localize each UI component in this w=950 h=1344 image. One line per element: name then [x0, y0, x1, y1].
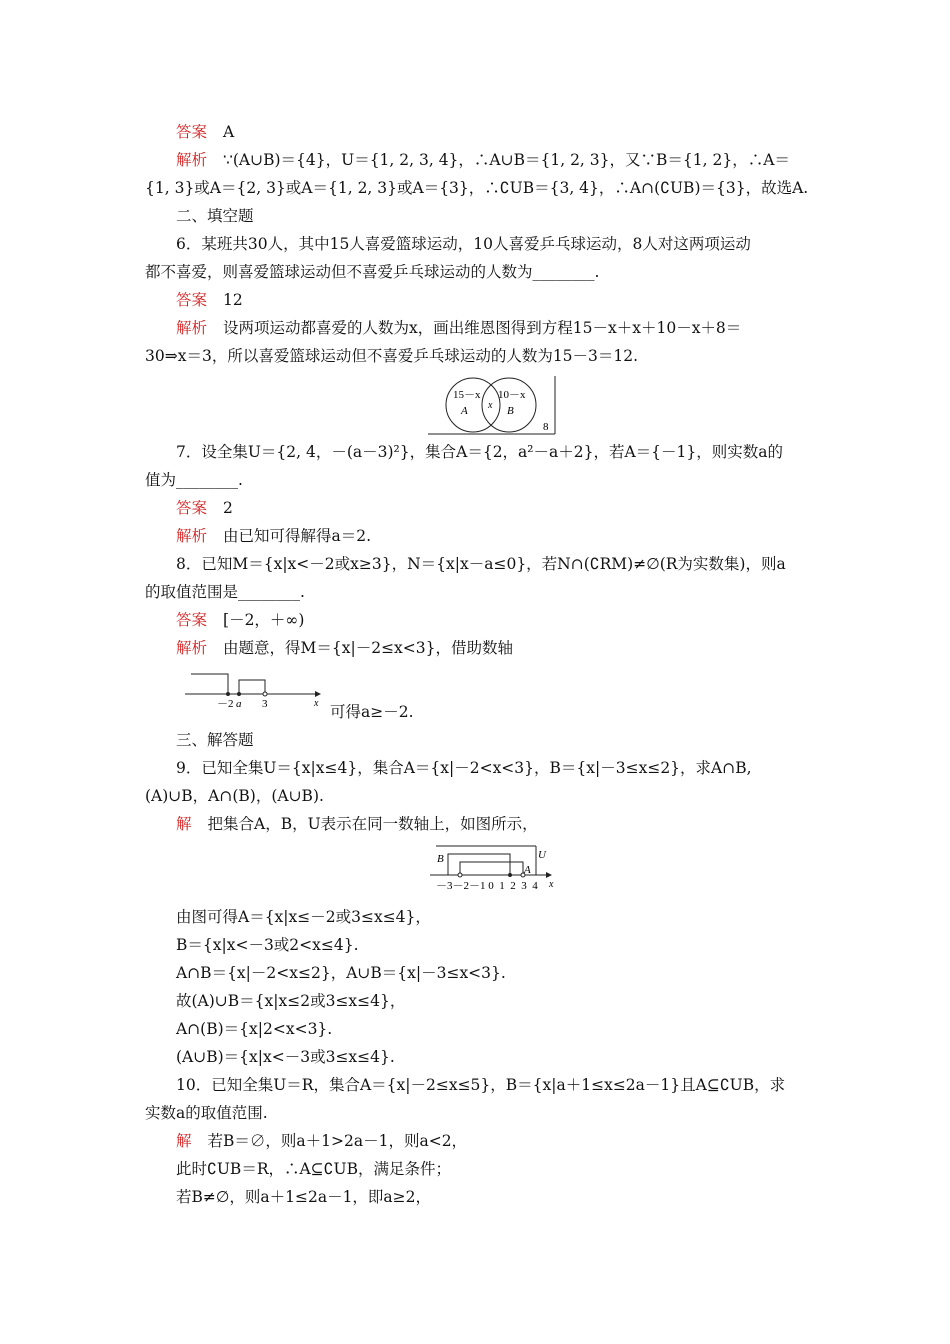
set-b-label: B — [437, 853, 444, 865]
question-10: 10．已知全集U＝R，集合A＝{x|－2≤x≤5}，B＝{x|a＋1≤x≤2a－1}且A⊆∁UB，求 — [176, 1076, 786, 1094]
text-line: 故(A)∪B＝{x|x≤2或3≤x≤4}， — [176, 992, 406, 1010]
text-line: 的取值范围是________. — [145, 583, 305, 601]
text-line: 可得a≥－2. — [330, 703, 414, 721]
tick-label: 3 — [262, 698, 268, 710]
text-line: 答案 [－2，＋∞) — [176, 611, 305, 629]
text-line: A∩B＝{x|－2<x≤2}，A∪B＝{x|－3≤x<3}. — [176, 964, 506, 982]
text-line: 实数a的取值范围. — [145, 1104, 268, 1122]
text-line: 解析 ∵(A∪B)＝{4}，U＝{1, 2, 3, 4}，∴A∪B＝{1, 2, 3}，又∵B＝{1, 2}，∴A＝ — [176, 151, 790, 169]
question-7: 7．设全集U＝{2, 4，－(a－3)²}，集合A＝{2，a²－a＋2}，若A＝{－1}，则实数a的 — [176, 443, 783, 461]
text-line: {1, 3}或A＝{2, 3}或A＝{1, 2, 3}或A＝{3}，∴∁UB＝{3, 4}，∴A∩(∁UB)＝{3}，故选A. — [145, 179, 809, 197]
text-line: 都不喜爱，则喜爱篮球运动但不喜爱乒乓球运动的人数为________. — [145, 263, 600, 281]
text-line: 30⇒x＝3，所以喜爱篮球运动但不喜爱乒乓球运动的人数为15－3＝12. — [145, 347, 639, 365]
text-line: (A)∪B，A∩(B)，(A∪B). — [145, 787, 324, 805]
answer-label: 答案 — [176, 611, 208, 629]
text-line: 此时∁UB＝R，∴A⊆∁UB，满足条件； — [176, 1160, 451, 1178]
text-line: B＝{x|x<－3或2<x≤4}. — [176, 936, 359, 954]
tick-labels: －3－2－1 0 1 2 3 4 — [436, 880, 538, 892]
number-line-2 — [428, 842, 563, 894]
answer-label: 答案 — [176, 291, 208, 309]
text-line: (A∪B)＝{x|x<－3或3≤x≤4}. — [176, 1048, 395, 1066]
text-line: 解析 由题意，得M＝{x|－2≤x<3}，借助数轴 — [176, 639, 514, 657]
venn-middle-label: x — [488, 400, 493, 411]
solution-label: 解 — [176, 815, 192, 833]
text-line: A∩(B)＝{x|2<x<3}. — [176, 1020, 333, 1038]
axis-variable: x — [314, 698, 319, 709]
tick-label: a — [236, 698, 242, 710]
venn-diagram — [425, 374, 560, 438]
text-line: 解析 由已知可得解得a＝2. — [176, 527, 372, 545]
question-9: 9．已知全集U＝{x|x≤4}，集合A＝{x|－2<x<3}，B＝{x|－3≤x≤2}，求A∩B, — [176, 759, 752, 777]
section-heading: 三、解答题 — [176, 731, 254, 749]
text-line: 解析 设两项运动都喜爱的人数为x，画出维恩图得到方程15－x＋x＋10－x＋8＝ — [176, 319, 742, 337]
text-line: 由图可得A＝{x|x≤－2或3≤x≤4}， — [176, 908, 431, 926]
venn-outside-label: 8 — [543, 421, 549, 433]
text-line: 解 把集合A，B，U表示在同一数轴上，如图所示， — [176, 815, 538, 833]
venn-left-label: 15－x — [453, 389, 481, 401]
text-line: 答案 12 — [176, 291, 243, 309]
analysis-label: 解析 — [176, 639, 208, 657]
analysis-label: 解析 — [176, 151, 208, 169]
text-line: 解 若B＝∅，则a＋1>2a－1，则a<2， — [176, 1132, 468, 1150]
analysis-label: 解析 — [176, 319, 208, 337]
text-line: 值为________. — [145, 471, 243, 489]
number-line-1 — [183, 664, 328, 710]
answer-label: 答案 — [176, 499, 208, 517]
text-line: 若B≠∅，则a＋1≤2a－1，即a≥2， — [176, 1188, 432, 1206]
solution-label: 解 — [176, 1132, 192, 1150]
axis-variable: x — [549, 879, 554, 890]
section-heading: 二、填空题 — [176, 207, 254, 225]
set-a-label: A — [524, 864, 531, 876]
venn-set-a: A — [461, 405, 468, 417]
question-8: 8．已知M＝{x|x<－2或x≥3}，N＝{x|x－a≤0}，若N∩(∁RM)≠∅(R为实数集)，则a — [176, 555, 786, 573]
analysis-label: 解析 — [176, 527, 208, 545]
venn-right-label: 10－x — [498, 389, 526, 401]
venn-set-b: B — [507, 405, 514, 417]
tick-label: －2 — [217, 698, 234, 710]
text-line: 答案 A — [176, 123, 235, 141]
answer-label: 答案 — [176, 123, 208, 141]
set-u-label: U — [538, 849, 546, 861]
text-line: 答案 2 — [176, 499, 233, 517]
question-6: 6．某班共30人，其中15人喜爱篮球运动，10人喜爱乒乓球运动，8人对这两项运动 — [176, 235, 751, 253]
